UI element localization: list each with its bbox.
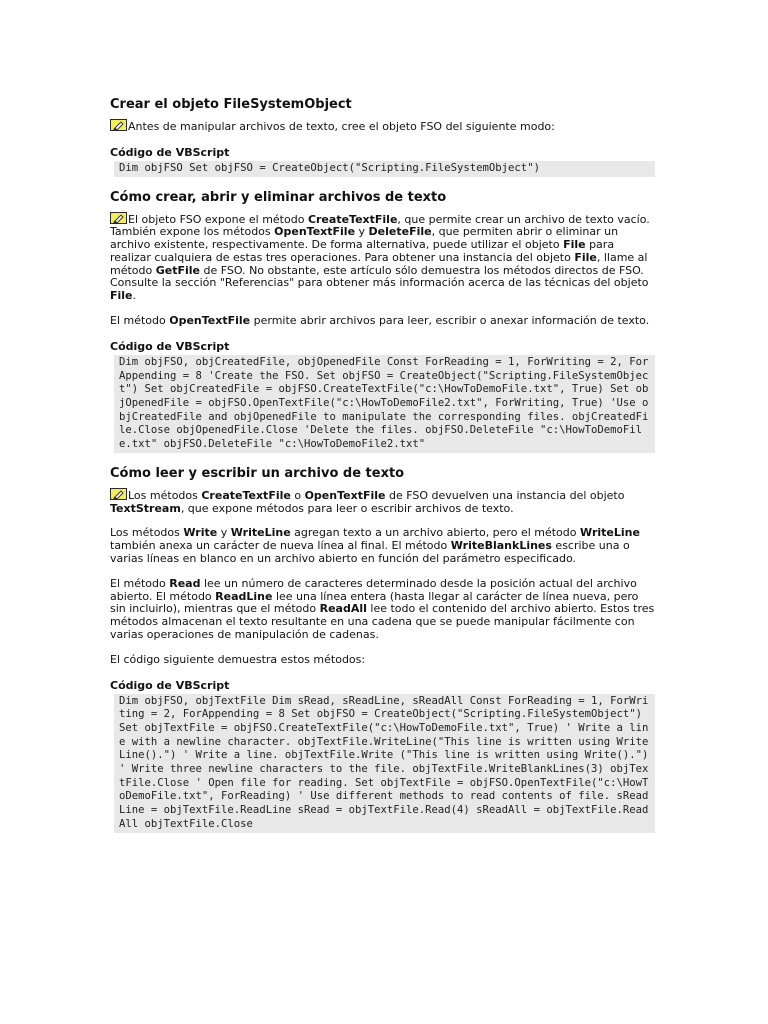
method-name: CreateTextFile <box>307 212 398 226</box>
text-run: . <box>132 289 137 303</box>
object-name: File <box>563 238 586 252</box>
method-name: DeleteFile <box>368 225 432 239</box>
section-intro <box>110 212 655 304</box>
method-name: ReadLine <box>215 589 273 603</box>
object-name: File <box>110 289 133 303</box>
text-run: escribe una o varias líneas en blanco en un archivo abierto en función del parámetro especificado. <box>110 539 630 565</box>
code-title: Código de VBScript <box>110 678 230 692</box>
text-run: El objeto FSO expone el método <box>128 212 308 226</box>
code-block: Dim objFSO Set objFSO = CreateObject("Scripting.FileSystemObject") <box>114 161 655 177</box>
pencil-note-icon <box>110 212 127 224</box>
text-run: , que permiten abrir o eliminar un archivo existente, respectivamente. De forma alternativa, puede utilizar el objeto <box>110 225 619 252</box>
text-run: lee una línea entera (hasta llegar al carácter de línea nueva, pero sin incluirlo), mientras que el método <box>110 589 639 616</box>
text-run: , llame al método <box>110 250 648 277</box>
text-run: de FSO. No obstante, este artículo sólo demuestra los métodos directos de FSO. Consulte la sección "Referencias" para obtener más información acerca de las técnicas del objeto <box>110 263 649 290</box>
object-name: File <box>574 250 597 264</box>
method-name: OpenTextFile <box>169 314 251 328</box>
text-run: también anexa un carácter de nueva línea al final. El método <box>110 539 451 553</box>
text-run: Los métodos <box>128 488 202 502</box>
intro-text: Antes de manipular archivos de texto, cree el objeto FSO del siguiente modo: <box>128 120 555 133</box>
article-content <box>110 96 655 845</box>
pencil-note-icon <box>110 488 127 500</box>
text-run: de FSO devuelven una instancia del objeto <box>385 488 625 502</box>
section-heading: Cómo leer y escribir un archivo de texto <box>110 465 405 481</box>
pencil-note-icon <box>110 119 127 131</box>
section-intro <box>110 488 655 516</box>
text-run: El método <box>110 576 170 590</box>
text-run: y <box>217 526 231 540</box>
method-name: Write <box>183 526 218 540</box>
code-block: Dim objFSO, objTextFile Dim sRead, sReadLine, sReadAll Const ForReading = 1, ForWriting = 2, ForAppending = 8 Set objFSO = CreateObject("Scripting.FileSystemObject") Set objTextFile = objFSO.CreateTextFile("c:\HowToDemoFile.txt", True) ' Write a line with a newline character. objTextFile.WriteLine("This line is written using WriteLine().") ' Write a line. objTextFile.Write ("This line is written using Write().") ' Write three newline characters to the file. objTextFile.WriteBlankLines(3) objTextFile.Close ' Open file for reading. Set objTextFile = objFSO.OpenTextFile("c:\HowToDemoFile.txt", ForReading) ' Use different methods to read contents of file. sReadLine = objTextFile.ReadLine sRead = objTextFile.Read(4) sReadAll = objTextFile.ReadAll objTextFile.Close <box>114 694 655 833</box>
paragraph <box>110 527 655 565</box>
text-run: y <box>355 225 369 239</box>
text-run: o <box>290 488 305 502</box>
text-run: agregan texto a un archivo abierto, pero el método <box>290 526 580 540</box>
method-name: WriteLine <box>580 526 640 540</box>
text-run: , que permite crear un archivo de texto vacío. También expone los métodos <box>110 212 650 239</box>
text-run: lee todo el contenido del archivo abierto. Estos tres métodos almacenan el texto resultante en una cadena que se puede manipular fácilmente con varias operaciones de manipulación de cadenas. <box>110 602 655 641</box>
section-intro <box>110 119 655 134</box>
method-name: Read <box>169 576 201 590</box>
section-heading: Crear el objeto FileSystemObject <box>110 97 352 112</box>
method-name: WriteLine <box>230 526 291 540</box>
code-title: Código de VBScript <box>110 145 230 159</box>
paragraph <box>110 578 655 642</box>
text-run: El método <box>110 314 170 328</box>
method-name: WriteBlankLines <box>450 539 552 553</box>
text-run: , que expone métodos para leer o escribir archivos de texto. <box>180 501 514 515</box>
text-run: lee un número de caracteres determinado desde la posición actual del archivo abierto. El método <box>110 576 637 603</box>
object-name: TextStream <box>110 501 181 515</box>
text-run: para realizar cualquiera de estas tres operaciones. Para obtener una instancia del objeto <box>110 238 615 264</box>
section-heading: Cómo crear, abrir y eliminar archivos de texto <box>110 189 447 205</box>
paragraph <box>110 315 655 328</box>
method-name: CreateTextFile <box>201 488 291 502</box>
text-run: permite abrir archivos para leer, escribir o anexar información de texto. <box>250 314 650 328</box>
method-name: OpenTextFile <box>274 225 356 239</box>
method-name: ReadAll <box>319 602 367 616</box>
method-name: GetFile <box>155 263 201 277</box>
method-name: OpenTextFile <box>304 488 386 502</box>
text-run: Los métodos <box>110 526 184 540</box>
paragraph: El código siguiente demuestra estos métodos: <box>110 652 366 666</box>
code-block: Dim objFSO, objCreatedFile, objOpenedFile Const ForReading = 1, ForWriting = 2, ForAppending = 8 'Create the FSO. Set objFSO = CreateObject("Scripting.FileSystemObject") Set objCreatedFile = objFSO.CreateTextFile("c:\HowToDemoFile.txt", True) Set objOpenedFile = objFSO.OpenTextFile("c:\HowToDemoFile2.txt", ForWriting, True) 'Use objCreatedFile and objOpenedFile to manipulate the corresponding files. objCreatedFile.Close objOpenedFile.Close 'Delete the files. objFSO.DeleteFile "c:\HowToDemoFile.txt" objFSO.DeleteFile "c:\HowToDemoFile2.txt" <box>114 355 655 453</box>
code-title: Código de VBScript <box>110 339 230 353</box>
